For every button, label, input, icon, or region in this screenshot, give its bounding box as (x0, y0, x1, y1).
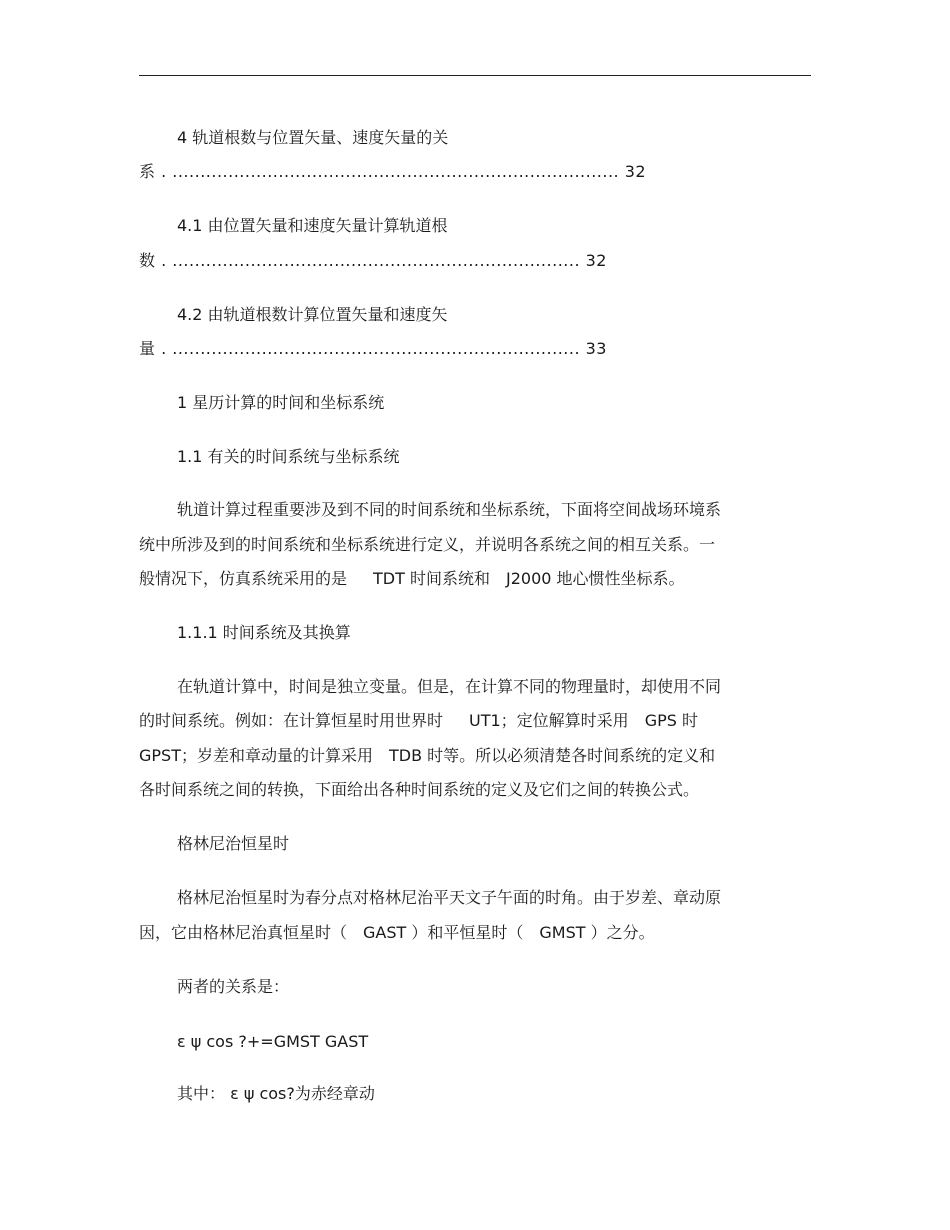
gast-para-line-2b: GAST ）和平恒星时（ (363, 923, 524, 942)
section-1-1-1-para-line-2a: 的时间系统。例如：在计算恒星时用世界时 (139, 711, 444, 730)
section-1-1-1-para-line-3 (139, 746, 715, 766)
section-1-1-1-para-line-2c: GPS 时 (644, 711, 698, 730)
section-1-1-1-para-line-1: 在轨道计算中，时间是独立变量。但是，在计算不同的物理量时，却使用不同 (177, 677, 722, 696)
section-1-1-para-line-1: 轨道计算过程重要涉及到不同的时间系统和坐标系统，下面将空间战场环境系 (177, 500, 722, 519)
section-1-1-para-line-3 (139, 569, 685, 589)
section-1-1-para-line-3b: TDT 时间系统和 (373, 569, 490, 588)
gast-relation-intro: 两者的关系是： (177, 977, 290, 996)
section-1-1-1-para-line-4: 各时间系统之间的转换，下面给出各种时间系统的定义及它们之间的转换公式。 (139, 780, 700, 799)
toc-entry-4-1-continuation[interactable]: 数 . ......................................................................... 32 (139, 251, 607, 270)
header-rule (139, 75, 811, 76)
toc-entry-4-2-heading[interactable]: 4.2 由轨道根数计算位置矢量和速度矢 (177, 305, 448, 324)
section-1-1-title: 1.1 有关的时间系统与坐标系统 (177, 447, 400, 466)
toc-entry-4-continuation[interactable]: 系 . ................................................................................ 32 (139, 162, 647, 181)
toc-entry-4-heading[interactable]: 4 轨道根数与位置矢量、速度矢量的关 (177, 128, 449, 147)
section-1-1-para-line-3c: J2000 地心惯性坐标系。 (505, 569, 685, 588)
section-1-1-para-line-3a: 般情况下，仿真系统采用的是 (139, 569, 348, 588)
gast-para-line-2 (139, 923, 655, 943)
gast-para-line-2a: 因，它由格林尼治真恒星时（ (139, 923, 348, 942)
gast-title: 格林尼治恒星时 (177, 834, 290, 853)
gast-para-line-2c: GMST ）之分。 (539, 923, 655, 942)
gast-note: 其中： ε ψ cos?为赤经章动 (177, 1084, 375, 1103)
toc-entry-4-1-heading[interactable]: 4.1 由位置矢量和速度矢量计算轨道根 (177, 216, 448, 235)
toc-entry-4-2-continuation[interactable]: 量 . ......................................................................... 33 (139, 339, 607, 358)
gast-para-line-1: 格林尼治恒星时为春分点对格林尼治平天文子午面的时角。由于岁差、章动原 (177, 888, 722, 907)
section-1-1-1-para-line-2 (139, 711, 698, 731)
section-1-1-para-line-2: 统中所涉及到的时间系统和坐标系统进行定义，并说明各系统之间的相互关系。一 (139, 535, 716, 554)
section-1-1-1-title: 1.1.1 时间系统及其换算 (177, 623, 351, 642)
section-1-1-1-para-line-3b: TDB 时等。所以必须清楚各时间系统的定义和 (388, 746, 716, 765)
section-1-1-1-para-line-3a: GPST；岁差和章动量的计算采用 (139, 746, 373, 765)
section-1-title: 1 星历计算的时间和坐标系统 (177, 393, 385, 412)
gast-formula: ε ψ cos ?+=GMST GAST (177, 1032, 369, 1051)
section-1-1-1-para-line-2b: UT1；定位解算时采用 (469, 711, 629, 730)
